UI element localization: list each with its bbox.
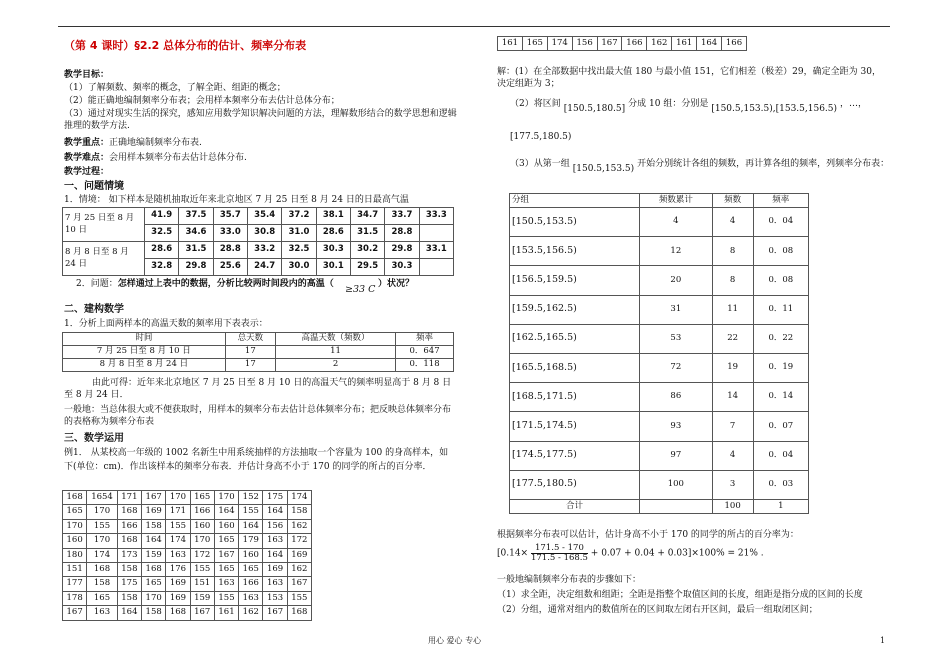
temp-cell: 33.0 xyxy=(213,225,247,242)
height-cell: 169 xyxy=(142,505,166,519)
freq-cell: 20 xyxy=(640,266,713,295)
td: 17 xyxy=(225,359,275,372)
freq-cell: 19 xyxy=(712,353,753,382)
height-cell: 155 xyxy=(287,591,311,605)
height-cell: 166 xyxy=(722,37,747,51)
heights-table xyxy=(62,490,312,621)
formula-fraction xyxy=(531,544,588,563)
height-cell: 158 xyxy=(87,577,117,591)
height-cell: 167 xyxy=(597,37,622,51)
height-cell: 174 xyxy=(87,548,117,562)
freq-cell: 0．19 xyxy=(753,353,808,382)
th: 频率 xyxy=(753,194,808,208)
freq-cell: 8 xyxy=(712,237,753,266)
height-cell: 163 xyxy=(263,534,287,548)
freq-total-cell: 1 xyxy=(753,499,808,513)
heights-table-last-row xyxy=(497,36,747,51)
th: 频数累计 xyxy=(640,194,713,208)
height-cell: 163 xyxy=(263,577,287,591)
height-cell: 161 xyxy=(498,37,523,51)
freq-cell: 0．03 xyxy=(753,470,808,499)
freq-cell: 0．08 xyxy=(753,266,808,295)
temp-cell: 32.5 xyxy=(282,242,316,259)
freq-cell: 31 xyxy=(640,295,713,324)
freq-cell: 0．22 xyxy=(753,324,808,353)
height-cell: 1654 xyxy=(87,491,117,505)
freq-cell: 0．11 xyxy=(753,295,808,324)
freq-cell: [165.5,168.5) xyxy=(510,353,640,382)
height-cell: 158 xyxy=(287,505,311,519)
height-cell: 156 xyxy=(572,37,597,51)
interval-last: [177.5,180.5) xyxy=(510,132,572,142)
freq-cell: [174.5,177.5) xyxy=(510,441,640,470)
height-cell: 160 xyxy=(214,519,238,533)
td: 0．647 xyxy=(396,346,454,359)
height-cell: 167 xyxy=(63,606,87,620)
height-cell: 162 xyxy=(239,606,263,620)
height-cell: 171 xyxy=(166,505,190,519)
height-cell: 163 xyxy=(166,548,190,562)
height-cell: 164 xyxy=(239,519,263,533)
height-cell: 153 xyxy=(263,591,287,605)
freq-cell: [159.5,162.5) xyxy=(510,295,640,324)
height-cell: 178 xyxy=(63,591,87,605)
question-label: 2．问题： xyxy=(76,279,118,289)
height-cell: 165 xyxy=(522,37,547,51)
height-cell: 159 xyxy=(142,548,166,562)
height-cell: 180 xyxy=(63,548,87,562)
height-cell: 162 xyxy=(287,519,311,533)
height-cell: 166 xyxy=(117,519,141,533)
height-cell: 168 xyxy=(117,534,141,548)
table-row xyxy=(63,577,312,591)
height-cell: 152 xyxy=(239,491,263,505)
temp-cell: 33.2 xyxy=(247,242,281,259)
height-cell: 162 xyxy=(647,37,672,51)
height-cell: 170 xyxy=(214,491,238,505)
freq-cell: 3 xyxy=(712,470,753,499)
height-cell: 168 xyxy=(142,562,166,576)
formula-left: [0.14× xyxy=(497,548,529,559)
table-row xyxy=(63,505,312,519)
freq-cell: 22 xyxy=(712,324,753,353)
height-cell: 172 xyxy=(190,548,214,562)
step-1: （1）求全距，决定组数和组距；全距是指整个取值区间的长度，组距是指分成的区间的长度 xyxy=(497,590,863,600)
table-row xyxy=(510,237,809,266)
height-cell: 165 xyxy=(63,505,87,519)
question-end: ）状况？ xyxy=(378,279,415,289)
height-cell: 176 xyxy=(166,562,190,576)
table-row xyxy=(498,37,747,51)
freq-cell: 7 xyxy=(712,412,753,441)
height-cell: 165 xyxy=(87,591,117,605)
height-cell: 174 xyxy=(547,37,572,51)
freq-cell: 4 xyxy=(712,208,753,237)
formula-right: + 0.07 + 0.04 + 0.03]×100% = 21% . xyxy=(590,548,764,559)
height-cell: 173 xyxy=(117,548,141,562)
height-cell: 160 xyxy=(239,548,263,562)
freq-total-cell: 100 xyxy=(712,499,753,513)
freq-cell: [171.5,174.5) xyxy=(510,412,640,441)
table-row xyxy=(63,491,312,505)
th: 频率 xyxy=(396,333,454,346)
solution-step-2a: （2）将区间 xyxy=(510,99,561,109)
objective-1: （1）了解频数、频率的概念，了解全距、组距的概念； xyxy=(64,83,286,93)
table-row xyxy=(510,266,809,295)
section-1-situation: 1．情境： 如下样本是随机抽取近年来北京地区 7 月 25 日至 8 月 24 日的日最高气温 xyxy=(64,195,409,205)
table-row xyxy=(63,548,312,562)
step-2: （2）分组，通常对组内的数值所在的区间取左闭右开区间，最后一组取闭区间； xyxy=(497,605,818,615)
height-cell: 165 xyxy=(214,534,238,548)
freq-cell: 0．04 xyxy=(753,441,808,470)
height-cell: 167 xyxy=(190,606,214,620)
table-row xyxy=(510,412,809,441)
section-1-heading: 一、问题情境 xyxy=(64,181,124,192)
freq-cell: 97 xyxy=(640,441,713,470)
temp-cell: 30.1 xyxy=(316,259,350,276)
objective-3: （3）通过对现实生活的探究，感知应用数学知识解决问题的方法，理解数形结合的数学思想和逻辑推理的数学方法. xyxy=(64,109,457,132)
height-cell: 169 xyxy=(263,562,287,576)
table-row xyxy=(510,383,809,412)
height-cell: 170 xyxy=(63,519,87,533)
freq-total-cell xyxy=(640,499,713,513)
solution-step-3c: 开始分别统计各组的频数，再计算各组的频率，列频率分布表： xyxy=(637,159,890,169)
temp-cell: 24.7 xyxy=(247,259,281,276)
estimate-intro: 根据频率分布表可以估计，估计身高不小于 170 的同学的所占的百分率为： xyxy=(497,530,799,540)
solution-step-3a: （3）从第一组 xyxy=(510,159,570,169)
header-rule xyxy=(58,26,890,27)
height-cell: 163 xyxy=(87,606,117,620)
td: 8 月 8 日至 8 月 24 日 xyxy=(63,359,226,372)
height-cell: 179 xyxy=(239,534,263,548)
steps-heading: 一般地编制频率分布表的步骤如下： xyxy=(497,575,642,585)
temp-cell: 33.7 xyxy=(385,208,419,225)
solution-step-2c: 分成 10 组：分别是 xyxy=(628,99,709,109)
height-cell: 161 xyxy=(672,37,697,51)
footer-text: 用心 爱心 专心 xyxy=(428,636,482,645)
temp-cell xyxy=(419,259,453,276)
temp-cell: 33.3 xyxy=(419,208,453,225)
table-row xyxy=(63,606,312,620)
height-cell: 168 xyxy=(63,491,87,505)
freq-cell: 72 xyxy=(640,353,713,382)
temp-cell: 35.7 xyxy=(213,208,247,225)
interval-first: [150.5,153.5) xyxy=(572,164,635,174)
difficulty-text: 会用样本频率分布去估计总体分布. xyxy=(109,153,247,163)
td: 0．118 xyxy=(396,359,454,372)
objectives-heading: 教学目标： xyxy=(64,70,110,80)
td: 7 月 25 日至 8 月 10 日 xyxy=(63,346,226,359)
height-cell: 158 xyxy=(142,519,166,533)
temp-cell: 37.5 xyxy=(179,208,213,225)
height-cell: 155 xyxy=(239,505,263,519)
question-threshold: ≥33 C xyxy=(345,284,376,295)
freq-total-cell: 合计 xyxy=(510,499,640,513)
height-cell: 164 xyxy=(263,505,287,519)
total-row xyxy=(510,499,809,513)
height-cell: 170 xyxy=(166,491,190,505)
height-cell: 165 xyxy=(142,577,166,591)
th: 高温天数（频数） xyxy=(275,333,395,346)
temp-cell: 30.8 xyxy=(247,225,281,242)
height-cell: 164 xyxy=(214,505,238,519)
temp-cell: 34.7 xyxy=(350,208,384,225)
height-cell: 170 xyxy=(87,505,117,519)
td: 2 xyxy=(275,359,395,372)
table-row xyxy=(63,591,312,605)
temp-cell: 29.5 xyxy=(350,259,384,276)
temp-cell xyxy=(419,225,453,242)
objective-2: （2）能正确地编制频率分布表；会用样本频率分布去估计总体分布； xyxy=(64,96,340,106)
height-cell: 168 xyxy=(117,505,141,519)
key-heading: 教学重点： xyxy=(64,138,110,148)
height-cell: 169 xyxy=(287,548,311,562)
temp-cell: 28.6 xyxy=(145,242,179,259)
td: 11 xyxy=(275,346,395,359)
table-row xyxy=(510,470,809,499)
temp-cell: 31.5 xyxy=(350,225,384,242)
temp-period-1: 7 月 25 日至 8 月 10 日 xyxy=(63,208,145,242)
key-text: 正确地编制频率分布表. xyxy=(109,138,202,148)
height-cell: 165 xyxy=(190,491,214,505)
freq-cell: 0．14 xyxy=(753,383,808,412)
table-row xyxy=(510,441,809,470)
freq-cell: [162.5,165.5) xyxy=(510,324,640,353)
height-cell: 166 xyxy=(622,37,647,51)
section-2-conclusion: 由此可得：近年来北京地区 7 月 25 日至 8 月 10 日的高温天气的频率明显高于 8 月 8 日至 8 月 24 日． xyxy=(64,378,452,401)
temp-cell: 34.6 xyxy=(179,225,213,242)
height-cell: 163 xyxy=(214,577,238,591)
height-cell: 167 xyxy=(142,491,166,505)
freq-cell: [156.5,159.5) xyxy=(510,266,640,295)
freq-cell: 100 xyxy=(640,470,713,499)
difficulty-heading: 教学难点： xyxy=(64,153,110,163)
height-cell: 175 xyxy=(263,491,287,505)
temp-cell: 31.5 xyxy=(179,242,213,259)
formula-numerator: 171.5 - 170 xyxy=(531,544,588,554)
temp-cell: 41.9 xyxy=(145,208,179,225)
freq-cell: [177.5,180.5) xyxy=(510,470,640,499)
freq-cell: 12 xyxy=(640,237,713,266)
section-2-general: 一般地：当总体很大或不便获取时，用样本的频率分布去估计总体频率分布；把反映总体频率分布的表格称为频率分布表 xyxy=(64,405,452,428)
frequency-table xyxy=(509,193,809,514)
height-cell: 171 xyxy=(117,491,141,505)
height-cell: 172 xyxy=(287,534,311,548)
freq-cell: 53 xyxy=(640,324,713,353)
temp-cell: 33.1 xyxy=(419,242,453,259)
height-cell: 170 xyxy=(142,591,166,605)
table-row xyxy=(510,324,809,353)
table-row xyxy=(63,519,312,533)
temp-cell: 32.5 xyxy=(145,225,179,242)
interval-first-two: [150.5,153.5),[153.5,156.5) xyxy=(711,104,838,114)
freq-cell: 4 xyxy=(640,208,713,237)
temp-cell: 38.1 xyxy=(316,208,350,225)
freq-cell: 0．04 xyxy=(753,208,808,237)
temp-cell: 28.8 xyxy=(385,225,419,242)
table-row xyxy=(63,562,312,576)
height-cell: 160 xyxy=(63,534,87,548)
height-cell: 168 xyxy=(166,606,190,620)
freq-cell: 11 xyxy=(712,295,753,324)
temp-cell: 28.6 xyxy=(316,225,350,242)
example-1: 例1． 从某校高一年级的 1002 名新生中用系统抽样的方法抽取一个容量为 100 的身高样本，如下(单位：cm)．作出该样本的频率分布表．并估计身高不小于 170 的同学的所占的百分率． xyxy=(64,448,449,472)
height-cell: 155 xyxy=(166,519,190,533)
temp-cell: 30.0 xyxy=(282,259,316,276)
height-cell: 158 xyxy=(117,562,141,576)
temp-cell: 29.8 xyxy=(385,242,419,259)
temp-cell: 29.8 xyxy=(179,259,213,276)
freq-cell: 0．08 xyxy=(753,237,808,266)
temp-cell: 31.0 xyxy=(282,225,316,242)
solution-step-1: 解：(1）在全部数据中找出最大值 180 与最小值 151，它们相差（极差）29，确定全距为 30，决定组距为 3； xyxy=(497,67,881,90)
height-cell: 159 xyxy=(190,591,214,605)
height-cell: 170 xyxy=(190,534,214,548)
height-cell: 165 xyxy=(239,562,263,576)
height-cell: 164 xyxy=(142,534,166,548)
temp-cell: 30.2 xyxy=(350,242,384,259)
temp-cell: 30.3 xyxy=(316,242,350,259)
height-cell: 163 xyxy=(239,591,263,605)
temp-cell: 25.6 xyxy=(213,259,247,276)
height-cell: 165 xyxy=(214,562,238,576)
height-cell: 164 xyxy=(263,548,287,562)
freq-cell: 0．07 xyxy=(753,412,808,441)
height-cell: 170 xyxy=(87,534,117,548)
temp-cell: 28.8 xyxy=(213,242,247,259)
height-cell: 158 xyxy=(142,606,166,620)
th: 时间 xyxy=(63,333,226,346)
height-cell: 158 xyxy=(117,591,141,605)
page-number: 1 xyxy=(880,636,886,645)
table-row xyxy=(510,353,809,382)
table-row xyxy=(510,295,809,324)
section-2-heading: 二、建构数学 xyxy=(64,304,124,315)
freq-cell: 86 xyxy=(640,383,713,412)
height-cell: 168 xyxy=(87,562,117,576)
height-cell: 169 xyxy=(166,591,190,605)
height-cell: 167 xyxy=(263,606,287,620)
freq-cell: 4 xyxy=(712,441,753,470)
height-cell: 166 xyxy=(239,577,263,591)
freq-cell: 14 xyxy=(712,383,753,412)
td: 17 xyxy=(225,346,275,359)
freq-cell: [168.5,171.5) xyxy=(510,383,640,412)
formula-denominator: 171.5 - 168.5 xyxy=(530,552,588,563)
temp-cell: 30.3 xyxy=(385,259,419,276)
height-cell: 155 xyxy=(87,519,117,533)
table-row xyxy=(63,534,312,548)
height-cell: 166 xyxy=(190,505,214,519)
freq-cell: 93 xyxy=(640,412,713,441)
temp-period-2: 8 月 8 日至 8 月 24 日 xyxy=(63,242,145,276)
temp-cell: 32.8 xyxy=(145,259,179,276)
height-cell: 175 xyxy=(117,577,141,591)
temp-cell: 37.2 xyxy=(282,208,316,225)
freq-cell: [150.5,153.5) xyxy=(510,208,640,237)
section-3-heading: 三、数学运用 xyxy=(64,433,124,444)
section-2-intro: 1．分析上面两样本的高温天数的频率用下表表示： xyxy=(64,319,268,329)
page-title: （第 4 课时）§2.2 总体分布的估计、频率分布表 xyxy=(64,39,307,52)
height-cell: 151 xyxy=(63,562,87,576)
temp-cell: 35.4 xyxy=(247,208,281,225)
height-cell: 162 xyxy=(287,562,311,576)
height-cell: 164 xyxy=(697,37,722,51)
freq-cell: 8 xyxy=(712,266,753,295)
height-cell: 167 xyxy=(214,548,238,562)
process-heading: 教学过程： xyxy=(64,167,110,177)
height-cell: 169 xyxy=(166,577,190,591)
height-cell: 151 xyxy=(190,577,214,591)
th: 分组 xyxy=(510,194,640,208)
th: 频数 xyxy=(712,194,753,208)
temperature-table xyxy=(62,207,454,276)
height-cell: 161 xyxy=(214,606,238,620)
height-cell: 168 xyxy=(287,606,311,620)
height-cell: 156 xyxy=(263,519,287,533)
height-cell: 174 xyxy=(166,534,190,548)
freq-cell: [153.5,156.5) xyxy=(510,237,640,266)
height-cell: 177 xyxy=(63,577,87,591)
question-text: 怎样通过上表中的数据，分析比较两时间段内的高温（ xyxy=(117,279,334,289)
height-cell: 160 xyxy=(190,519,214,533)
height-cell: 155 xyxy=(190,562,214,576)
height-cell: 167 xyxy=(287,577,311,591)
height-cell: 174 xyxy=(287,491,311,505)
height-cell: 164 xyxy=(117,606,141,620)
interval-total: [150.5,180.5] xyxy=(563,104,626,114)
height-cell: 155 xyxy=(214,591,238,605)
table-row xyxy=(510,208,809,237)
th: 总天数 xyxy=(225,333,275,346)
solution-step-2e: ，…， xyxy=(840,99,868,109)
frequency-compare-table xyxy=(62,332,454,372)
